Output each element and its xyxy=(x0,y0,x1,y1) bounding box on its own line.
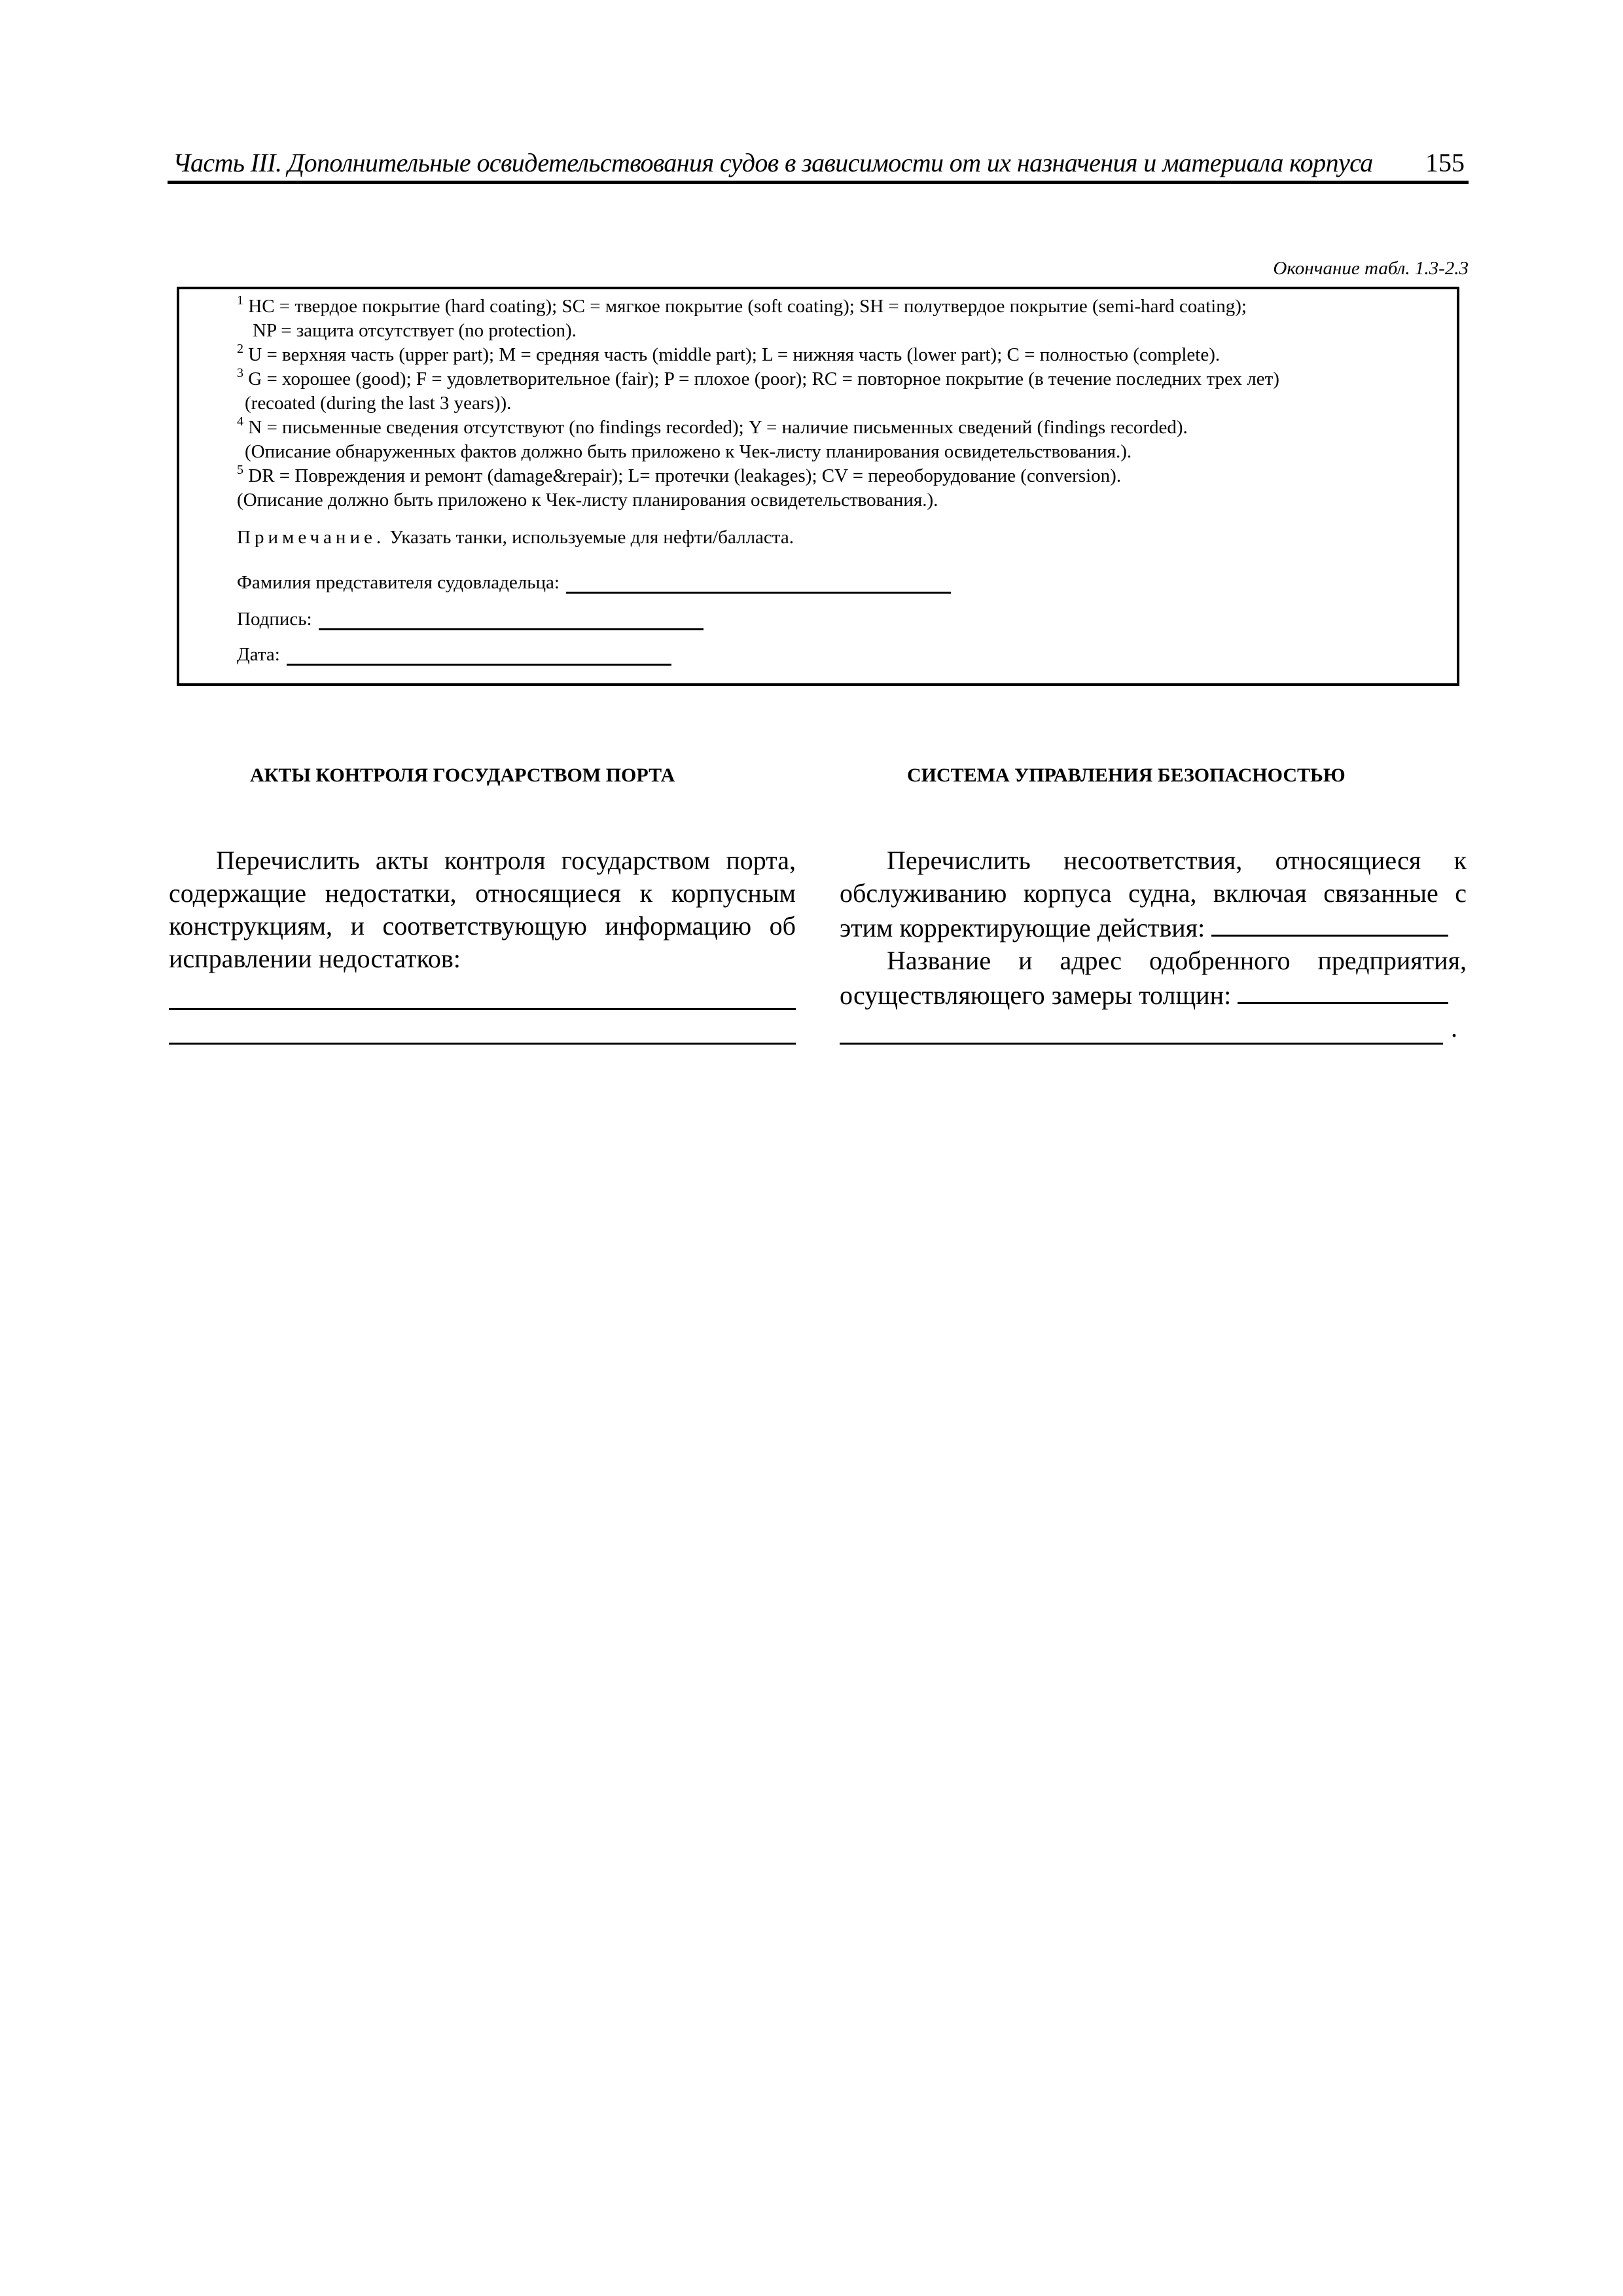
footnote-box xyxy=(177,287,1459,686)
owner-rep-label: Фамилия представителя судовладельца: xyxy=(237,572,560,593)
footnote-text: N = письменные сведения отсутствуют (no findings recorded); Y = наличие письменных сведений (findings recorded). xyxy=(248,417,1188,438)
signature-label: Подпись: xyxy=(237,609,312,630)
date-label: Дата: xyxy=(237,644,280,665)
header-title: Часть III. Дополнительные освидетельствования судов в зависимости от их назначения и материала корпуса xyxy=(173,148,1373,177)
right-paragraph-2 xyxy=(840,944,1467,1012)
note-text: Указать танки, используемые для нефти/балласта. xyxy=(389,527,794,548)
left-column-heading: АКТЫ КОНТРОЛЯ ГОСУДАРСТВОМ ПОРТА xyxy=(250,764,675,786)
signature-field xyxy=(237,609,704,630)
footnote-text: (Описание должно быть приложено к Чек-листу планирования освидетельствования.). xyxy=(237,490,938,511)
corrective-actions-line[interactable] xyxy=(1211,910,1448,937)
thickness-company-line[interactable] xyxy=(1238,977,1448,1004)
page-number: 155 xyxy=(1425,148,1465,177)
footnote-text: HC = твердое покрытие (hard coating); SC = мягкое покрытие (soft coating); SH = полутвердое покрытие (semi-hard coating); xyxy=(248,296,1247,317)
footnote-text: NP = защита отсутствует (no protection). xyxy=(253,320,577,341)
footnote-3 xyxy=(237,367,1448,391)
footnote-marker: 3 xyxy=(237,366,243,380)
note xyxy=(237,526,1448,550)
footnote-5-cont xyxy=(237,488,1448,512)
footnote-2 xyxy=(237,343,1448,367)
thickness-company-line-2[interactable] xyxy=(840,1014,1443,1045)
right-paragraph-1 xyxy=(840,844,1467,944)
right-paragraph-1-text: Перечислить несоответствия, относящиеся к обслуживанию корпуса судна, включая связанные с этим корректирующие действия: xyxy=(840,846,1467,942)
footnote-marker: 1 xyxy=(237,293,243,308)
footnote-text: U = верхняя часть (upper part); M = средняя часть (middle part); L = нижняя часть (lower part); C = полностью (complete). xyxy=(248,344,1221,365)
right-final-row xyxy=(840,1012,1467,1045)
table-caption: Окончание табл. 1.3-2.3 xyxy=(1273,258,1469,279)
footnote-text: (Описание обнаруженных фактов должно быть приложено к Чек-листу планирования освидетельствования.). xyxy=(245,441,1132,462)
owner-rep-input-line[interactable] xyxy=(566,572,951,594)
right-column-heading: СИСТЕМА УПРАВЛЕНИЯ БЕЗОПАСНОСТЬЮ xyxy=(907,764,1346,786)
footnote-marker: 2 xyxy=(237,342,243,356)
footnote-text: (recoated (during the last 3 years)). xyxy=(245,393,512,414)
left-column xyxy=(169,844,796,1045)
running-header xyxy=(168,139,1469,184)
left-answer-line-2[interactable] xyxy=(169,1010,796,1045)
date-input-line[interactable] xyxy=(287,644,671,666)
footnote-1 xyxy=(237,295,1448,319)
footnote-text: G = хорошее (good); F = удовлетворительное (fair); P = плохое (poor); RC = повторное покрытие (в течение последних трех лет) xyxy=(248,368,1279,389)
footnote-4 xyxy=(237,416,1448,440)
footnote-1-cont xyxy=(237,319,1448,343)
note-label: Примечание. xyxy=(237,527,385,548)
spacer xyxy=(237,512,1448,526)
footnote-5 xyxy=(237,464,1448,488)
footnote-marker: 4 xyxy=(237,414,243,429)
footnote-4-cont xyxy=(237,440,1448,464)
left-answer-line-1[interactable] xyxy=(169,975,796,1010)
left-paragraph: Перечислить акты контроля государством порта, содержащие недостатки, относящиеся к корпусным конструкциям, и соответствующую информацию об исправлении недостатков: xyxy=(169,846,796,973)
date-field xyxy=(237,644,671,666)
final-period: . xyxy=(1451,1013,1457,1043)
footnote-marker: 5 xyxy=(237,463,243,477)
signature-input-line[interactable] xyxy=(319,609,704,630)
footnote-3-cont xyxy=(237,391,1448,416)
owner-rep-field xyxy=(237,572,951,594)
footnote-text: DR = Повреждения и ремонт (damage&repair); L= протечки (leakages); CV = переоборудование (conversion). xyxy=(248,465,1122,486)
footnote-list xyxy=(237,295,1448,550)
right-column xyxy=(840,844,1467,1045)
right-paragraph-2-text: Название и адрес одобренного предприятия, осуществляющего замеры толщин: xyxy=(840,946,1467,1010)
